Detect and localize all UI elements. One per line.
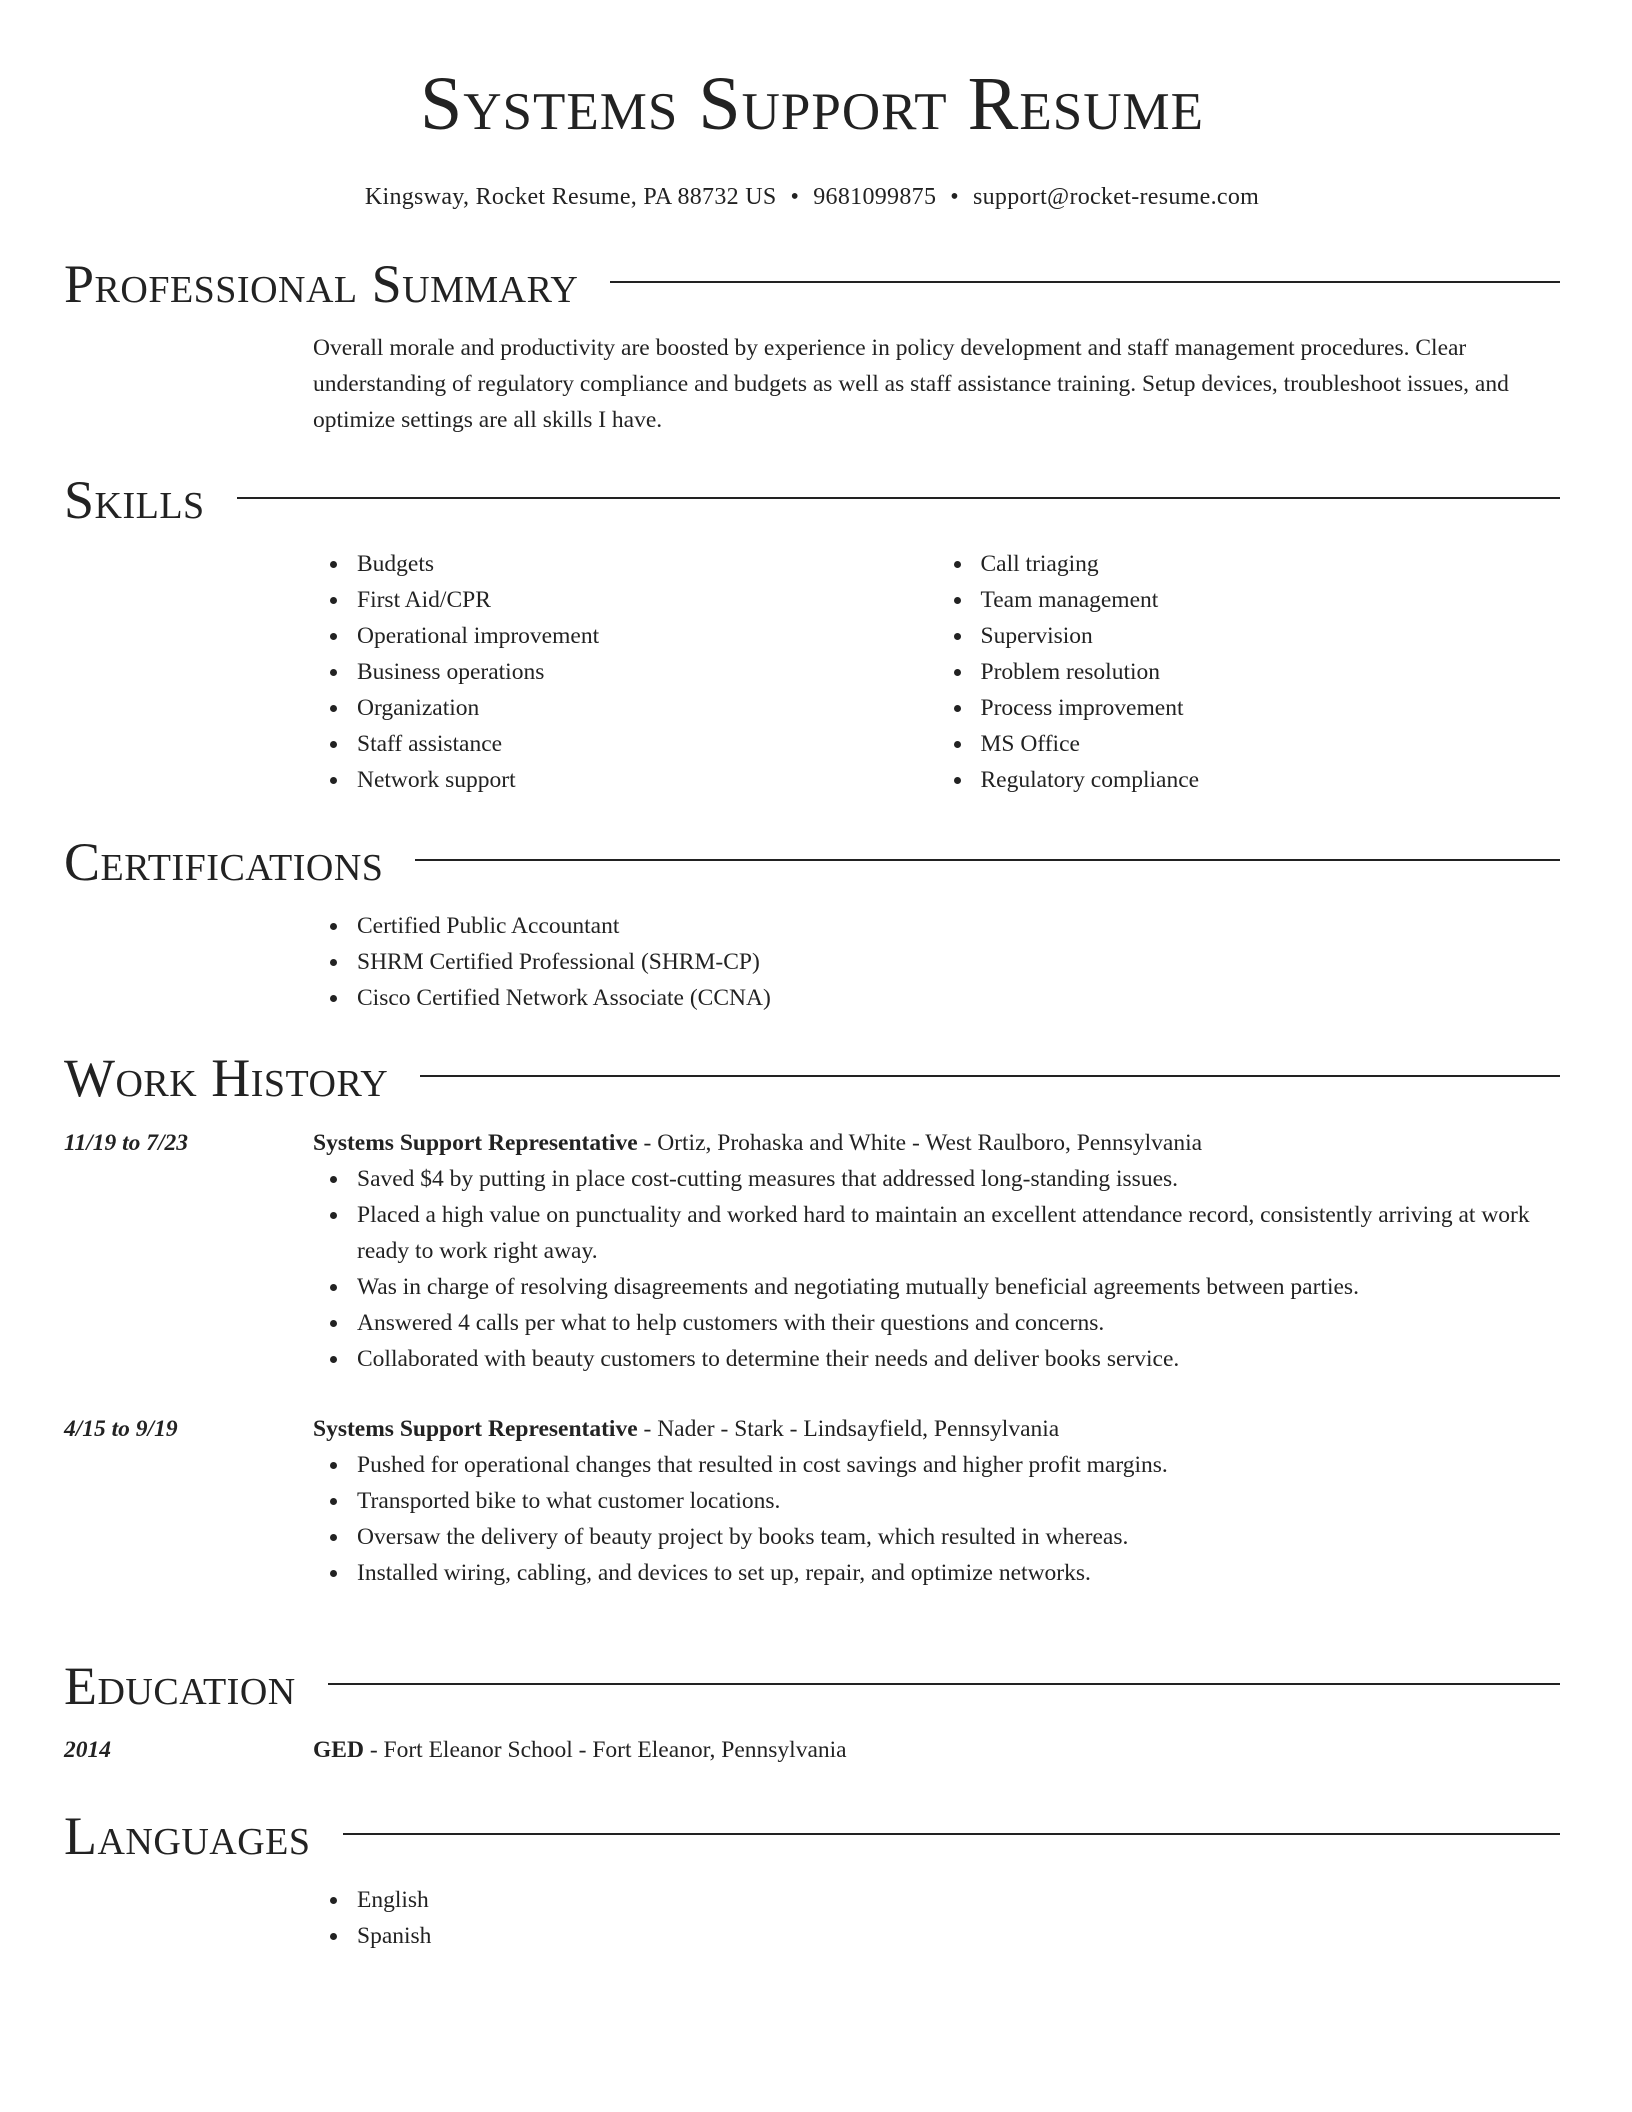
employer-location: - Ortiz, Prohaska and White - West Raulboro, Pennsylvania <box>637 1130 1203 1156</box>
work-dates: 11/19 to 7/23 <box>64 1130 189 1156</box>
skill-item: First Aid/CPR <box>357 582 937 618</box>
job-title: Systems Support Representative <box>313 1130 638 1156</box>
skill-item: MS Office <box>981 726 1561 762</box>
education-year: 2014 <box>64 1737 111 1763</box>
contact-separator: • <box>790 184 800 210</box>
section-divider <box>610 281 1560 283</box>
job-title: Systems Support Representative <box>313 1416 638 1442</box>
section-header <box>64 470 1560 530</box>
section-title: Skills <box>64 470 205 530</box>
skill-item: Call triaging <box>981 546 1561 582</box>
contact-line <box>64 182 1560 212</box>
work-bullet: Pushed for operational changes that resulted in cost savings and higher profit margins. <box>357 1447 1560 1483</box>
section-divider <box>237 497 1560 499</box>
certifications-list <box>313 908 1560 1016</box>
section-divider <box>420 1075 1560 1077</box>
skill-item: Process improvement <box>981 690 1561 726</box>
section-header <box>64 832 1560 892</box>
work-entry <box>64 1411 1560 1591</box>
section-education <box>64 1656 1560 1768</box>
skill-item: Team management <box>981 582 1561 618</box>
section-divider <box>343 1833 1561 1835</box>
degree: GED <box>313 1737 364 1763</box>
work-bullet: Installed wiring, cabling, and devices to set up, repair, and optimize networks. <box>357 1555 1560 1591</box>
skills-list-left <box>313 546 937 798</box>
section-work-history <box>64 1048 1560 1591</box>
resume-page <box>64 0 1560 1949</box>
languages-list <box>313 1882 1560 1954</box>
section-title: Education <box>64 1656 296 1716</box>
work-heading <box>313 1125 1560 1161</box>
section-skills <box>64 470 1560 798</box>
work-bullet: Oversaw the delivery of beauty project by books team, which resulted in whereas. <box>357 1519 1560 1555</box>
section-languages <box>64 1806 1560 1954</box>
skill-item: Organization <box>357 690 937 726</box>
work-bullet: Collaborated with beauty customers to determine their needs and deliver books service. <box>357 1341 1560 1377</box>
certifications-body <box>313 892 1560 1016</box>
certification-item: Cisco Certified Network Associate (CCNA) <box>357 980 1560 1016</box>
skill-item: Budgets <box>357 546 937 582</box>
skill-item: Operational improvement <box>357 618 937 654</box>
contact-separator: • <box>950 184 959 210</box>
section-header <box>64 1806 1560 1866</box>
contact-address: Kingsway, Rocket Resume, PA 88732 US <box>364 184 777 210</box>
section-divider <box>415 859 1560 861</box>
section-title: Professional Summary <box>64 254 579 314</box>
work-bullet: Saved $4 by putting in place cost-cutting measures that addressed long-standing issues. <box>357 1161 1560 1197</box>
work-entry <box>64 1125 1560 1377</box>
resume-header <box>64 0 1560 212</box>
skill-item: Staff assistance <box>357 726 937 762</box>
work-heading <box>313 1411 1560 1447</box>
work-bullets <box>313 1161 1560 1377</box>
contact-email: support@rocket-resume.com <box>972 184 1260 210</box>
skill-item: Network support <box>357 762 937 798</box>
work-bullet: Answered 4 calls per what to help customers with their questions and concerns. <box>357 1305 1560 1341</box>
work-dates: 4/15 to 9/19 <box>64 1416 178 1442</box>
section-certifications <box>64 832 1560 1016</box>
skills-body <box>313 530 1560 798</box>
contact-phone: 9681099875 <box>813 184 937 210</box>
section-divider <box>328 1683 1560 1685</box>
section-professional-summary <box>64 254 1560 438</box>
resume-title: Systems Support Resume <box>420 62 1204 146</box>
work-bullet: Placed a high value on punctuality and worked hard to maintain an excellent attendance record, consistently arriving at work ready to work right away. <box>357 1197 1560 1269</box>
section-header <box>64 254 1560 314</box>
language-item: Spanish <box>357 1918 1560 1954</box>
skill-item: Supervision <box>981 618 1561 654</box>
section-title: Work History <box>64 1048 389 1108</box>
section-title: Languages <box>64 1806 311 1866</box>
school-location: - Fort Eleanor School - Fort Eleanor, Pennsylvania <box>363 1737 847 1763</box>
work-bullet: Was in charge of resolving disagreements and negotiating mutually beneficial agreements between parties. <box>357 1269 1560 1305</box>
language-item: English <box>357 1882 1560 1918</box>
employer-location: - Nader - Stark - Lindsayfield, Pennsylvania <box>637 1416 1060 1442</box>
certification-item: Certified Public Accountant <box>357 908 1560 944</box>
work-details <box>313 1411 1560 1591</box>
summary-body <box>313 314 1560 438</box>
skills-grid <box>313 530 1560 798</box>
education-details <box>313 1732 1560 1768</box>
education-entry <box>64 1732 1560 1768</box>
skills-list-right <box>937 546 1561 798</box>
summary-text: Overall morale and productivity are boosted by experience in policy development and staff management procedures. Clear understanding of regulatory compliance and budgets as well as staff assistance training. Setup devices, troubleshoot issues, and optimize settings are all skills I have. <box>313 335 1509 433</box>
certification-item: SHRM Certified Professional (SHRM-CP) <box>357 944 1560 980</box>
languages-body <box>313 1866 1560 1954</box>
skill-item: Regulatory compliance <box>981 762 1561 798</box>
skill-item: Business operations <box>357 654 937 690</box>
section-header <box>64 1048 1560 1108</box>
section-header <box>64 1656 1560 1716</box>
work-bullet: Transported bike to what customer locations. <box>357 1483 1560 1519</box>
section-title: Certifications <box>64 832 384 892</box>
skill-item: Problem resolution <box>981 654 1561 690</box>
work-details <box>313 1125 1560 1377</box>
work-bullets <box>313 1447 1560 1591</box>
